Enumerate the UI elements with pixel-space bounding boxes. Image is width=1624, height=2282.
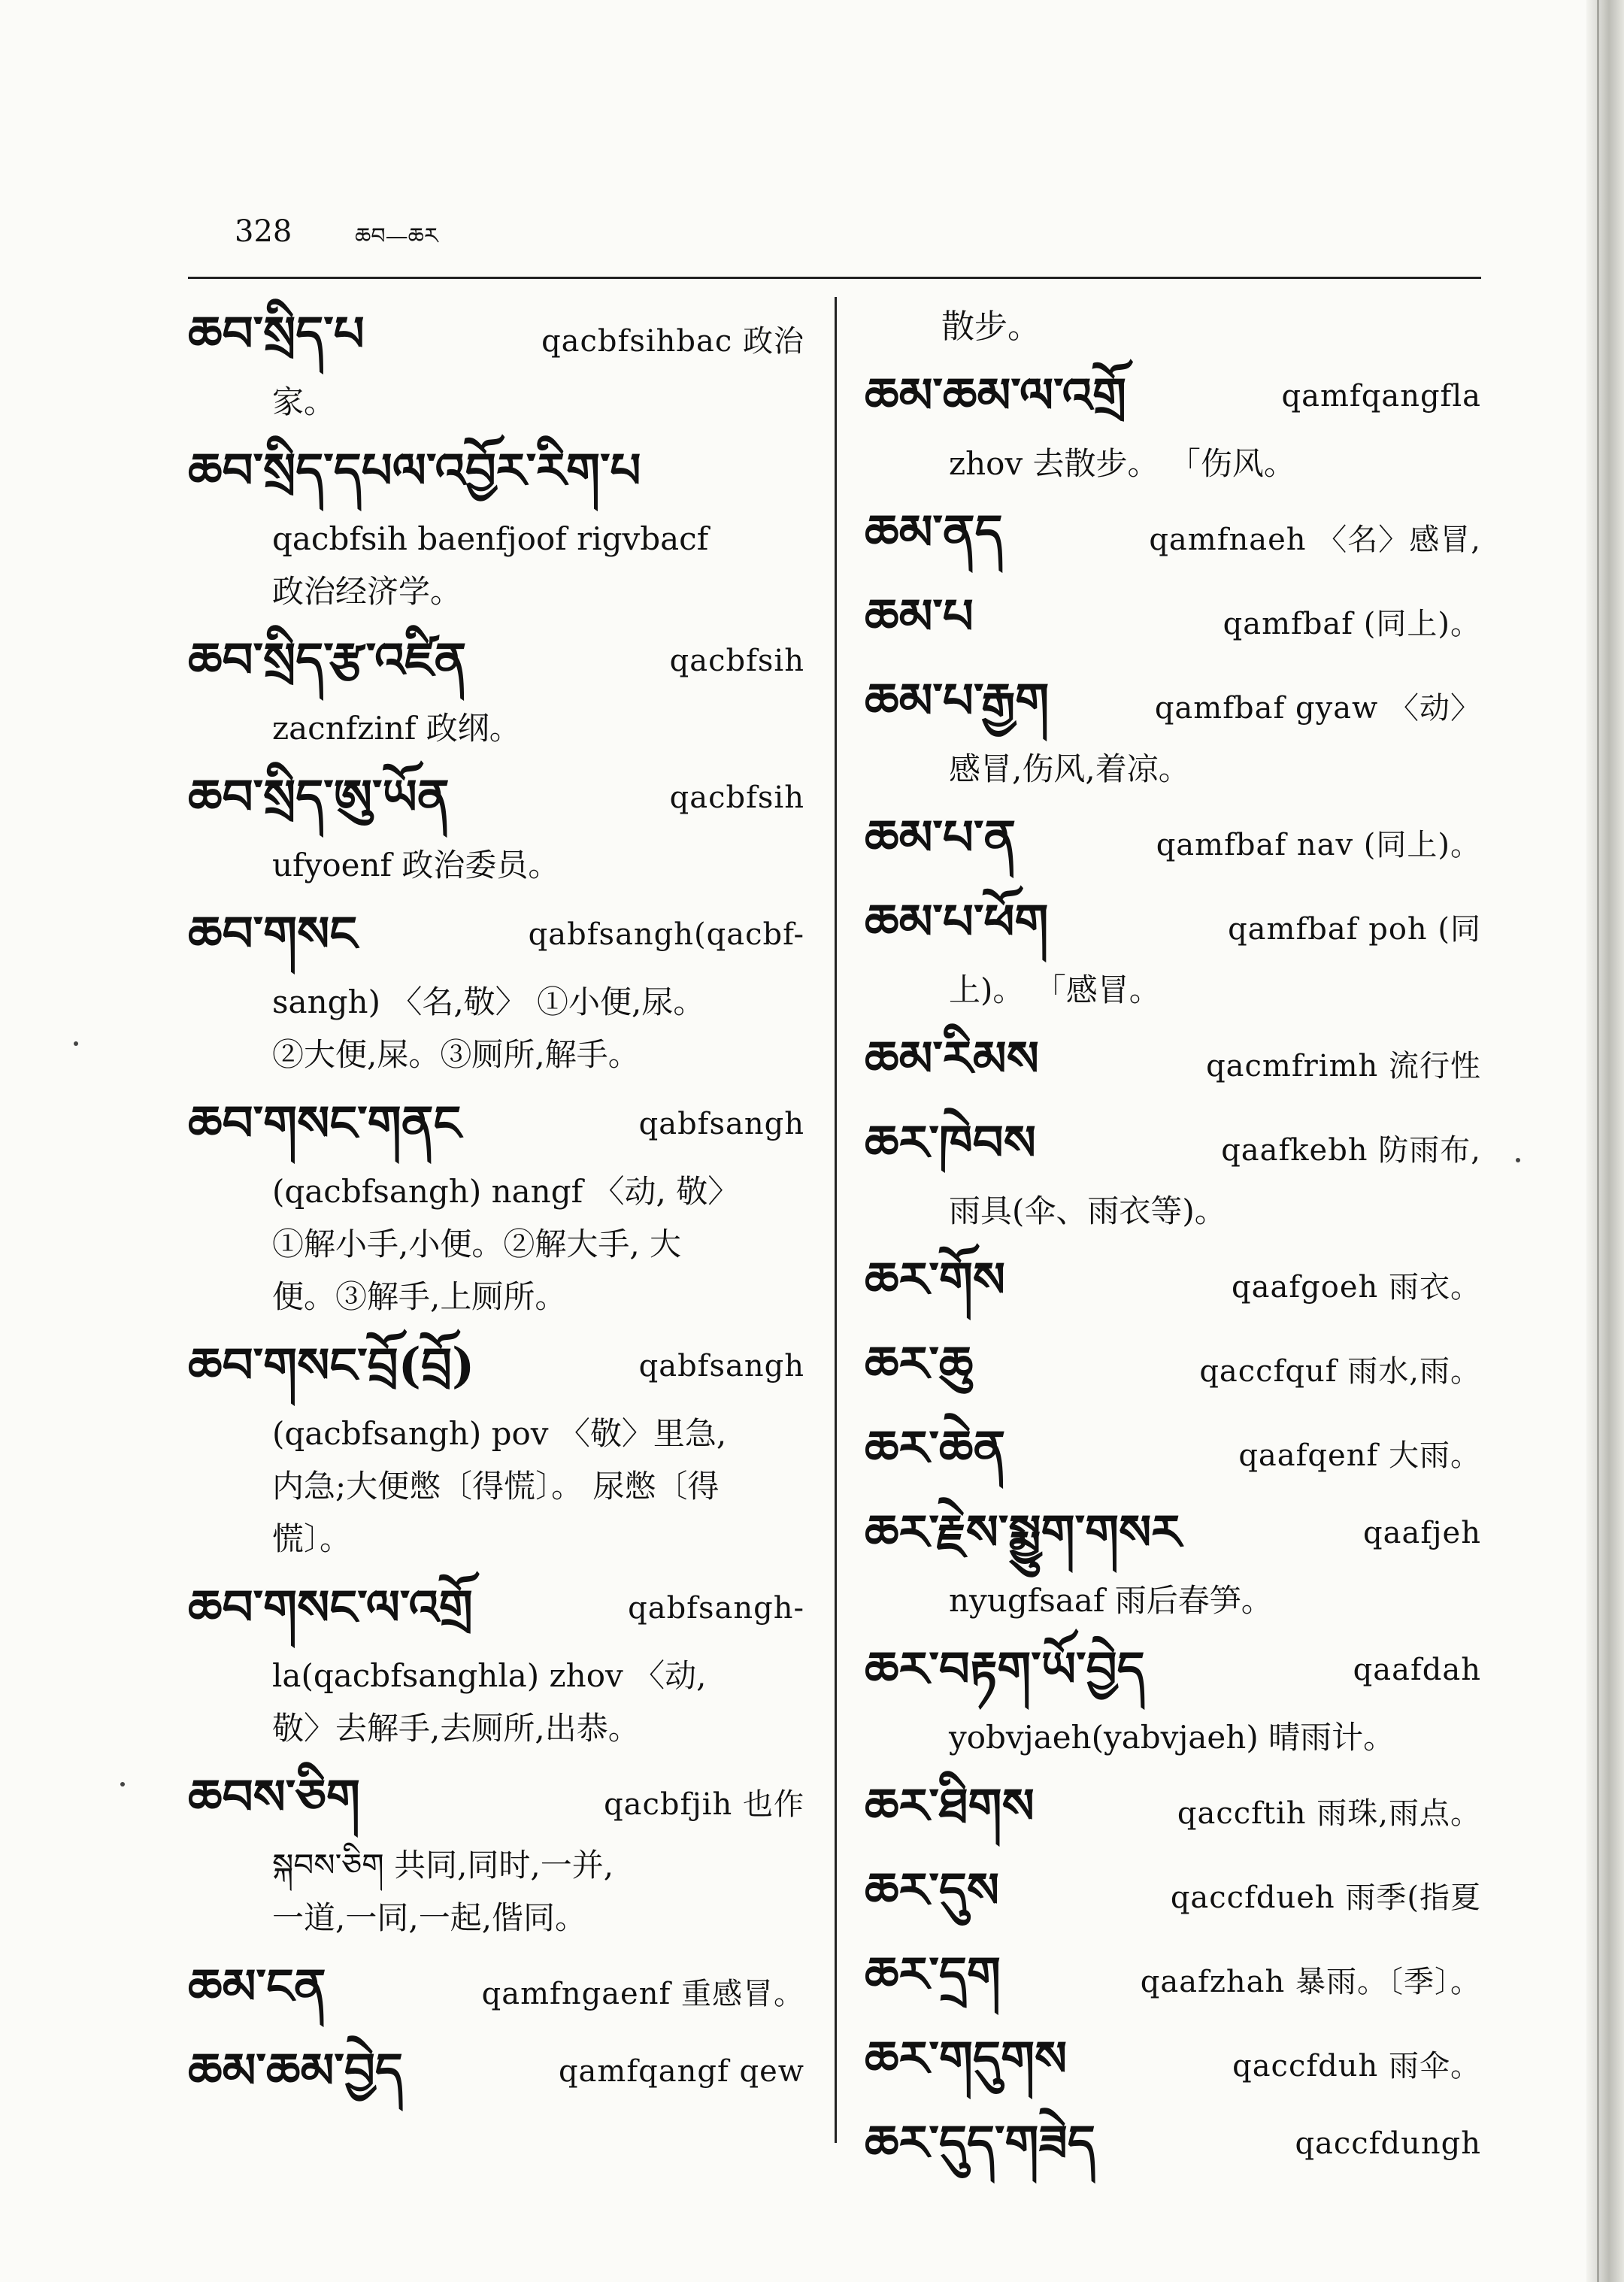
dictionary-entry — [865, 1331, 1481, 1406]
romanization: qabfsangh(qacbf- — [528, 917, 804, 952]
entry-head-line — [865, 668, 1481, 743]
definition-line: sangh) 〈名,敬〉 ①小便,尿。 — [272, 983, 705, 1020]
romanization: qaccfdungh — [1295, 2126, 1481, 2161]
dictionary-entry — [188, 301, 804, 429]
dictionary-entry — [188, 1332, 804, 1565]
dictionary-entry — [188, 627, 804, 755]
romanization: qaccfduh 雨伞。 — [1232, 2049, 1481, 2083]
entry-head-line — [865, 805, 1481, 880]
romanization: qacbfsihbac 政治 — [541, 324, 804, 359]
entry-head-line — [188, 1574, 804, 1650]
definition-line: ①解小手,小便。②解大手, 大 — [272, 1226, 682, 1262]
entry-head-line — [188, 1090, 804, 1165]
dictionary-entry — [865, 583, 1481, 659]
entry-head-line — [188, 1332, 804, 1408]
definition-line: ②大便,屎。③厕所,解手。 — [272, 1036, 640, 1073]
romanization: qamfbaf gyaw 〈动〉 — [1154, 691, 1481, 726]
romanization: qaafdah — [1353, 1653, 1481, 1687]
dictionary-entry — [188, 1574, 804, 1755]
dictionary-entry — [865, 1857, 1481, 1932]
romanization: qamfnaeh 〈名〉感冒, — [1149, 523, 1481, 557]
dictionary-entry — [188, 1953, 804, 2029]
tibetan-headword: ཆར་རྗེས་སྨྱུག་གསར — [865, 1505, 1182, 1561]
tibetan-headword: ཆམ་པ་ན — [865, 810, 1017, 866]
definition-line: 慌〕。 — [272, 1520, 352, 1557]
definition-line: 一道,一同,一起,偕同。 — [272, 1899, 587, 1936]
romanization: qamfqangfla — [1281, 379, 1481, 414]
tibetan-headword: ཆར་དུས — [865, 1862, 1000, 1919]
entry-head-line — [188, 2038, 804, 2113]
definition-line: (qacbfsangh) pov 〈敬〉里急, — [272, 1415, 727, 1452]
definition-line: la(qacbfsanghla) zhov 〈动, — [272, 1657, 707, 1694]
running-head: ཆབ—ཆར — [355, 223, 438, 250]
romanization: qacbfsih — [669, 780, 804, 815]
romanization: qaafkebh 防雨布, — [1221, 1133, 1481, 1168]
entry-head-line — [188, 438, 804, 513]
entry-head-line — [865, 1331, 1481, 1406]
tibetan-headword: ཆབ་གསང — [188, 906, 358, 962]
definition-line: 散步。 — [941, 308, 1041, 346]
romanization: qaafzhah 暴雨。〔季〕。 — [1140, 1965, 1481, 1999]
dictionary-entry — [865, 668, 1481, 796]
tibetan-headword: ཆར་གོས — [865, 1252, 1006, 1308]
romanization: qabfsangh — [638, 1349, 804, 1383]
dictionary-entry — [865, 2026, 1481, 2101]
entry-head-line — [865, 1415, 1481, 1490]
dictionary-entry — [188, 1764, 804, 1944]
tibetan-headword: ཆམ་པ་ཕོག — [865, 894, 1049, 950]
entry-head-line — [865, 499, 1481, 574]
tibetan-headword: ཆབ་སྲིད་རྩ་འཛིན — [188, 632, 467, 689]
romanization: qacbfsih — [669, 644, 804, 678]
romanization: qabfsangh — [638, 1107, 804, 1141]
definition-line: 便。③解手,上厕所。 — [272, 1278, 567, 1315]
dictionary-entry — [865, 1415, 1481, 1490]
entry-head-line — [865, 2026, 1481, 2101]
romanization: qabfsangh- — [628, 1591, 804, 1626]
definition-line: 内急;大便憋〔得慌〕。 尿憋〔得 — [272, 1468, 720, 1505]
dictionary-entry — [865, 805, 1481, 880]
tibetan-headword: ཆབ་གསང་བྲོ(བྲོ) — [188, 1338, 475, 1394]
dictionary-entry — [865, 499, 1481, 574]
dictionary-entry — [865, 301, 1481, 353]
entry-head-line — [865, 1499, 1481, 1574]
romanization: qaccfdueh 雨季(指夏 — [1170, 1880, 1481, 1915]
entry-head-line — [188, 764, 804, 839]
romanization: qamfbaf (同上)。 — [1223, 607, 1481, 641]
tibetan-headword: ཆམ་པ་རྒྱག — [865, 673, 1050, 729]
tibetan-headword: ཆར་ཁེབས — [865, 1115, 1036, 1171]
dictionary-entry — [865, 1110, 1481, 1238]
entry-head-line — [865, 583, 1481, 659]
dictionary-entry — [865, 1773, 1481, 1848]
definition-line: zacnfzinf 政纲。 — [272, 710, 521, 747]
entry-head-line — [865, 362, 1481, 438]
stray-mark — [74, 1041, 78, 1046]
definition-line: nyugfsaaf 雨后春笋。 — [949, 1582, 1273, 1619]
entry-head-line — [865, 889, 1481, 964]
definition-line: སྐབས་ཅིག 共同,同时,一并, — [272, 1847, 614, 1883]
tibetan-headword: ཆར་དྲག — [865, 1947, 1001, 2003]
dictionary-entry — [188, 764, 804, 892]
dictionary-entry — [865, 362, 1481, 490]
tibetan-headword: ཆམ་ཆམ་བྱེད — [188, 2043, 403, 2099]
romanization: qamfngaenf 重感冒。 — [481, 1977, 804, 2011]
romanization: qacbfjih 也作 — [604, 1787, 804, 1822]
definition-line: 雨具(伞、雨衣等)。 — [949, 1193, 1226, 1229]
tibetan-headword: ཆབ་གསང་གནང — [188, 1096, 462, 1152]
definition-line: 感冒,伤风,着凉。 — [949, 750, 1190, 787]
definition-line: (qacbfsangh) nangf 〈动, 敬〉 — [272, 1173, 740, 1210]
definition-line: 家。 — [272, 383, 336, 420]
stray-mark — [120, 1782, 125, 1787]
header-rule — [188, 277, 1481, 279]
tibetan-headword: ཆར་གདུགས — [865, 2031, 1068, 2087]
left-column — [188, 301, 804, 2122]
entry-head-line — [188, 1764, 804, 1839]
tibetan-headword: ཆམ་པ — [865, 589, 974, 645]
page-edge-shadow — [1586, 0, 1624, 2282]
tibetan-headword: ཆར་བརྟག་ཡོ་བྱེད — [865, 1641, 1145, 1698]
dictionary-entry — [865, 889, 1481, 1017]
tibetan-headword: ཆར་ཆུ — [865, 1336, 974, 1393]
entry-head-line — [188, 627, 804, 702]
dictionary-entry — [188, 2038, 804, 2113]
entry-head-line — [865, 1857, 1481, 1932]
entry-head-line — [865, 1941, 1481, 2017]
entry-head-line — [865, 1026, 1481, 1101]
romanization: qaafgoeh 雨衣。 — [1232, 1270, 1481, 1305]
romanization: qaccfquf 雨水,雨。 — [1199, 1354, 1481, 1389]
tibetan-headword: ཆབ་སྲིད་ཨུ་ཡོན — [188, 769, 450, 826]
right-column — [865, 301, 1481, 2194]
entry-head-line — [865, 1773, 1481, 1848]
definition-line: yobvjaeh(yabvjaeh) 晴雨计。 — [949, 1719, 1395, 1756]
entry-head-line — [188, 901, 804, 976]
tibetan-headword: ཆབ་གསང་ལ་འགྲོ — [188, 1580, 473, 1636]
entry-head-line — [188, 301, 804, 376]
entry-head-line — [865, 1247, 1481, 1322]
tibetan-headword: ཆབ་སྲིད་པ — [188, 306, 365, 362]
tibetan-headword: ཆར་ཐིགས — [865, 1778, 1035, 1835]
definition-line: 上)。 「感冒。 — [949, 971, 1161, 1008]
dictionary-entry — [865, 1636, 1481, 1764]
dictionary-entry — [188, 438, 804, 618]
entry-head-line — [188, 1953, 804, 2029]
definition-line: 敬〉去解手,去厕所,出恭。 — [272, 1710, 640, 1747]
dictionary-entry — [865, 1941, 1481, 2017]
dictionary-entry — [865, 2110, 1481, 2185]
romanization: qaafjeh — [1363, 1516, 1481, 1550]
tibetan-headword: ཆམ་ཆམ་ལ་འགྲོ — [865, 368, 1127, 424]
dictionary-entry — [188, 901, 804, 1081]
entry-head-line — [865, 1636, 1481, 1711]
tibetan-headword: ཆམ་ངན — [188, 1959, 326, 2015]
page-number: 328 — [235, 214, 292, 249]
romanization: qaccftih 雨珠,雨点。 — [1177, 1796, 1481, 1831]
tibetan-headword: ཆར་དུད་གཟེད — [865, 2115, 1095, 2171]
dictionary-entry — [188, 1090, 804, 1323]
romanization: qacmfrimh 流行性 — [1206, 1049, 1481, 1083]
tibetan-headword: ཆབ་སྲིད་དཔལ་འབྱོར་རིག་པ — [188, 443, 641, 499]
definition-line: ufyoenf 政治委员。 — [272, 847, 560, 883]
tibetan-headword: ཆར་ཆེན — [865, 1420, 1006, 1477]
romanization: qamfqangf qew — [558, 2054, 804, 2089]
entry-head-line — [865, 2110, 1481, 2185]
tibetan-headword: ཆབས་ཅིག — [188, 1769, 360, 1826]
definition-line: 政治经济学。 — [272, 573, 462, 610]
dictionary-entry — [865, 1499, 1481, 1627]
romanization: qaafqenf 大雨。 — [1238, 1438, 1481, 1473]
romanization: qamfbaf poh (同 — [1228, 912, 1481, 947]
dictionary-entry — [865, 1026, 1481, 1101]
dictionary-entry — [865, 1247, 1481, 1322]
entry-head-line — [865, 1110, 1481, 1185]
tibetan-headword: ཆམ་རིམས — [865, 1031, 1039, 1087]
column-divider — [835, 297, 837, 2143]
tibetan-headword: ཆམ་ནད — [865, 505, 1003, 561]
definition-line: qacbfsih baenfjoof rigvbacf — [272, 520, 709, 557]
definition-line: zhov 去散步。 「伤风。 — [949, 445, 1295, 482]
stray-mark — [1516, 1158, 1520, 1162]
romanization: qamfbaf nav (同上)。 — [1156, 828, 1481, 862]
